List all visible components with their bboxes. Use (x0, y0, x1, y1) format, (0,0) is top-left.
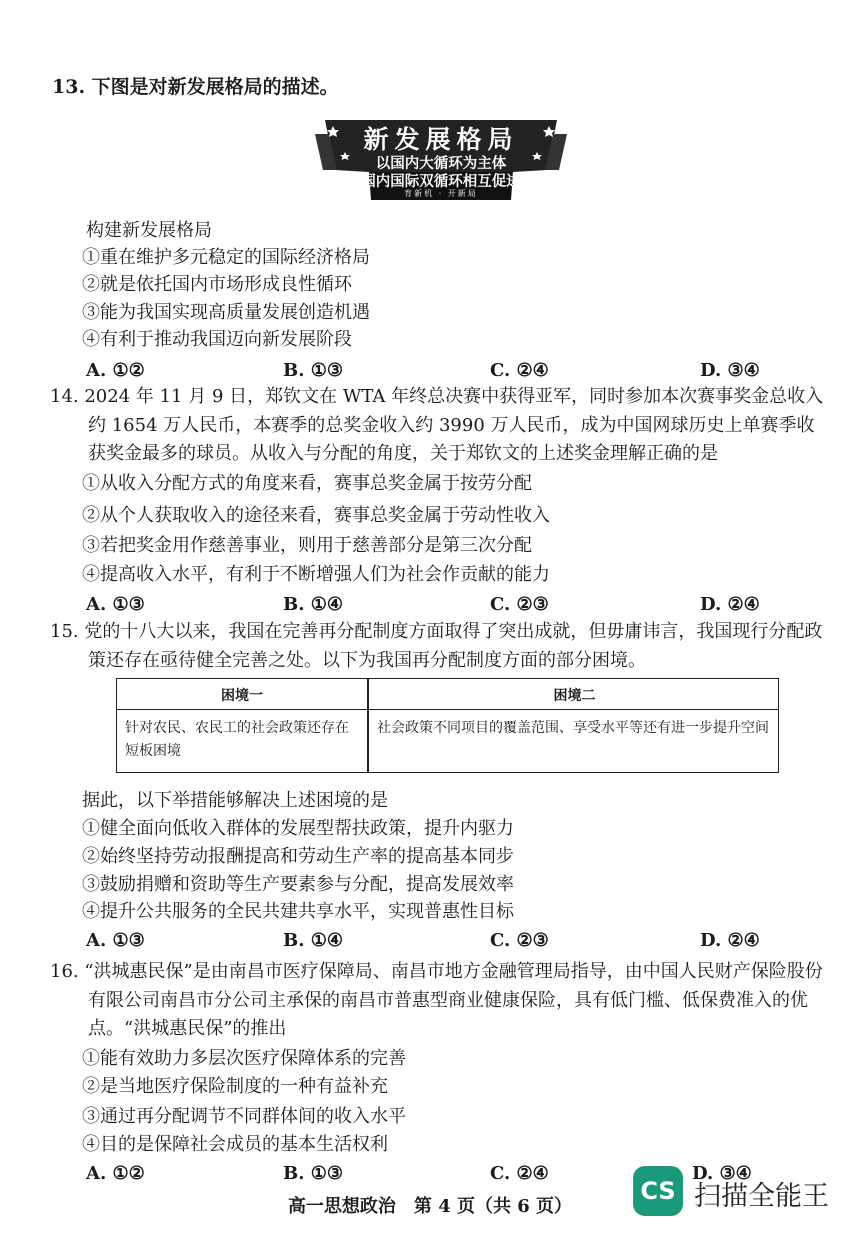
q16-item-4: ④目的是保障社会成员的基本生活权利 (82, 1134, 388, 1155)
q16-item-1: ①能有效助力多层次医疗保障体系的完善 (82, 1048, 406, 1069)
q13-item-1: ①重在维护多元稳定的国际经济格局 (82, 247, 370, 268)
q16-title: 16. “洪城惠民保”是由南昌市医疗保障局、南昌市地方金融管理局指导，由中国人民财产保险股份有限公司南昌市分公司主承保的南昌市普惠型商业健康保险，具有低门槛、低保费准入的优点。“洪城惠民保”的推出 (50, 961, 823, 1039)
q13-stem: 构建新发展格局 (86, 220, 212, 241)
q14-item-4: ④提高收入水平，有利于不断增强人们为社会作贡献的能力 (82, 564, 550, 585)
q14-item-2: ②从个人获取收入的途径来看，赛事总奖金属于劳动性收入 (82, 505, 550, 526)
q14-choice-a[interactable]: A. ①③ (86, 594, 145, 615)
table-cell-1: 针对农民、农民工的社会政策还存在短板困境 (125, 720, 349, 759)
q13-choice-c[interactable]: C. ②④ (490, 360, 549, 381)
camscanner-logo-text: CS (640, 1177, 676, 1205)
page-footer: 高一思想政治 第 4 页（共 6 页） (287, 1196, 573, 1217)
q14-choice-d[interactable]: D. ②④ (700, 594, 760, 615)
q15-choice-d[interactable]: D. ②④ (700, 930, 760, 951)
q15-choice-c[interactable]: C. ②③ (490, 930, 549, 951)
table-header-1: 困境一 (221, 688, 263, 704)
q14-choice-b[interactable]: B. ①④ (283, 594, 344, 615)
q16-choice-d[interactable]: D. ③④ (692, 1163, 752, 1184)
q15-choice-a[interactable]: A. ①③ (86, 930, 145, 951)
dilemma-table (116, 678, 779, 773)
banner-line-1: 以国内大循环为主体 (375, 155, 507, 172)
q14-title: 14. 2024 年 11 月 9 日，郑钦文在 WTA 年终总决赛中获得亚军，同时参加本次赛事奖金总收入约 1654 万人民币，本赛季的总奖金收入约 3990 万人民币，成为中国网球历史上单赛季收获奖金最多的球员。从收入与分配的角度，关于郑钦文的上述奖金理解正确的是 (50, 386, 824, 464)
q16-choice-b[interactable]: B. ①③ (283, 1163, 344, 1184)
q13-item-2: ②就是依托国内市场形成良性循环 (82, 274, 352, 295)
q13-title: 13. 下图是对新发展格局的描述。 (52, 76, 339, 98)
q15-item-1: ①健全面向低收入群体的发展型帮扶政策，提升内驱力 (82, 818, 514, 839)
q16-choice-c[interactable]: C. ②④ (490, 1163, 549, 1184)
q13-item-4: ④有利于推动我国迈向新发展阶段 (82, 329, 352, 350)
q15-item-3: ③鼓励捐赠和资助等生产要素参与分配，提高发展效率 (82, 874, 514, 895)
table-header-2: 困境二 (553, 688, 596, 704)
q13-choice-b[interactable]: B. ①③ (283, 360, 344, 381)
banner-title: 新发展格局 (363, 125, 519, 154)
q15-stem: 据此，以下举措能够解决上述困境的是 (82, 790, 388, 811)
q14-choice-c[interactable]: C. ②③ (490, 594, 549, 615)
q14-item-1: ①从收入分配方式的角度来看，赛事总奖金属于按劳分配 (82, 473, 532, 494)
q14-item-3: ③若把奖金用作慈善事业，则用于慈善部分是第三次分配 (82, 535, 532, 556)
q15-choice-b[interactable]: B. ①④ (283, 930, 344, 951)
q13-choice-d[interactable]: D. ③④ (700, 360, 760, 381)
table-cell-2: 社会政策不同项目的覆盖范围、享受水平等还有进一步提升空间 (377, 720, 769, 736)
banner-tagline: 育新机 · 开新局 (404, 189, 478, 198)
q16-item-2: ②是当地医疗保险制度的一种有益补充 (82, 1076, 388, 1097)
q15-item-2: ②始终坚持劳动报酬提高和劳动生产率的提高基本同步 (82, 846, 514, 867)
camscanner-logo (633, 1166, 683, 1216)
q13-choice-a[interactable]: A. ①② (86, 360, 145, 381)
q16-item-3: ③通过再分配调节不同群体间的收入水平 (82, 1106, 406, 1127)
q16-choice-a[interactable]: A. ①② (86, 1163, 145, 1184)
q15-item-4: ④提升公共服务的全民共建共享水平，实现普惠性目标 (82, 901, 514, 922)
banner-line-2: 国内国际双循环相互促进 (361, 173, 521, 190)
q15-title: 15. 党的十八大以来，我国在完善再分配制度方面取得了突出成就，但毋庸讳言，我国现行分配政策还存在亟待健全完善之处。以下为我国再分配制度方面的部分困境。 (50, 621, 823, 671)
new-development-banner (315, 112, 567, 204)
camscanner-watermark-text: 扫描全能王 (694, 1181, 829, 1212)
q13-item-3: ③能为我国实现高质量发展创造机遇 (82, 302, 370, 323)
